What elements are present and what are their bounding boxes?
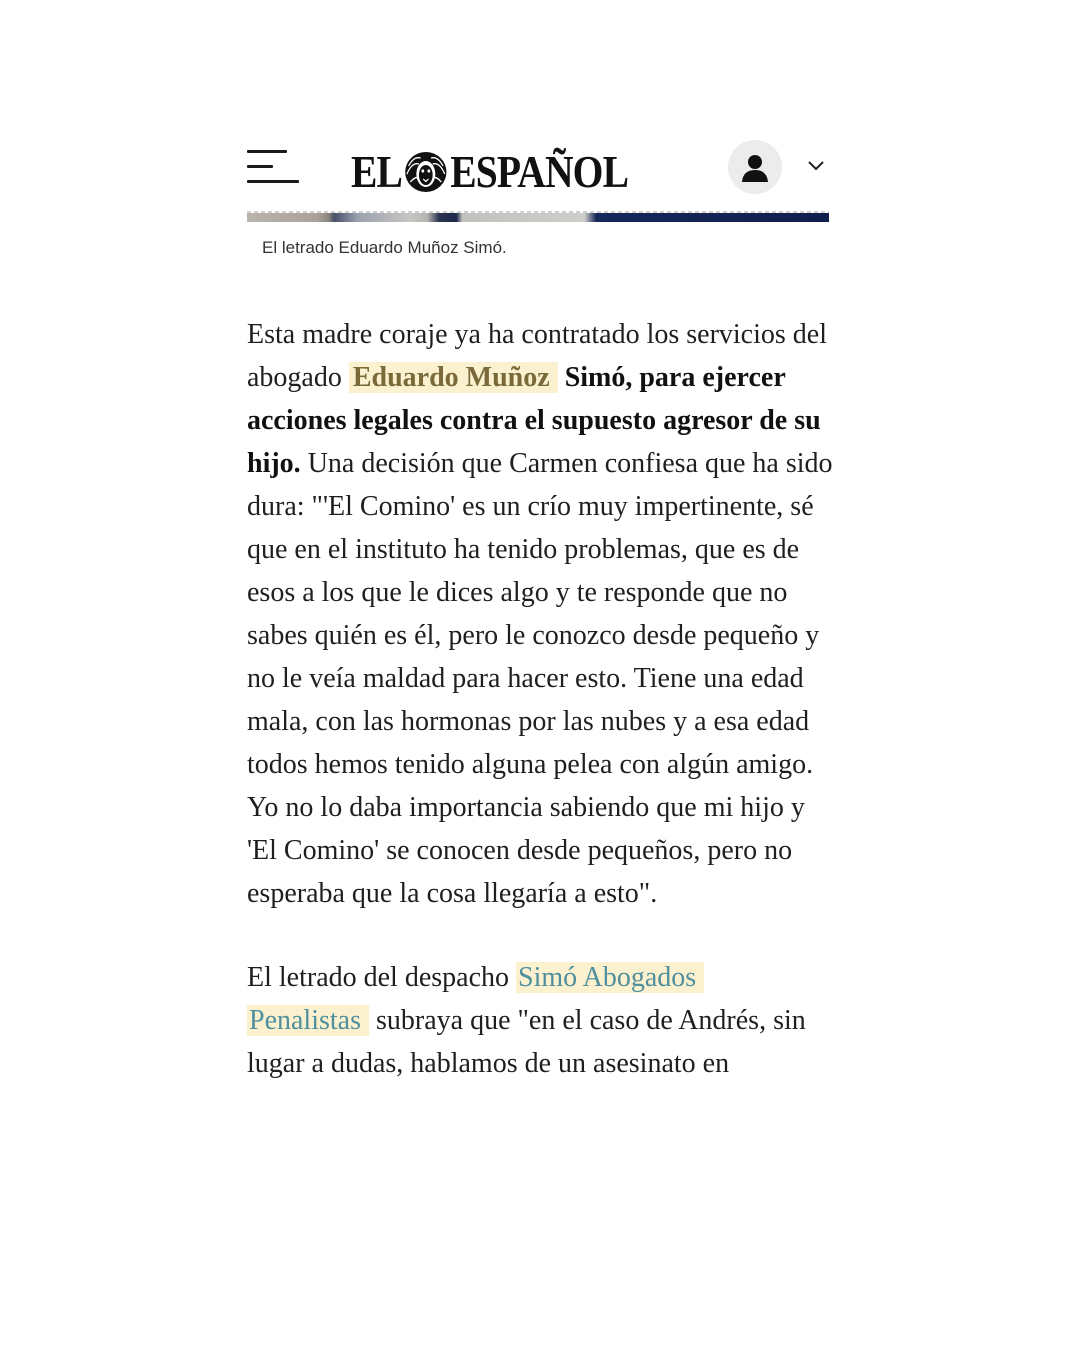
user-account-button[interactable] bbox=[728, 140, 782, 194]
site-logo[interactable] bbox=[351, 144, 628, 198]
chevron-down-icon[interactable] bbox=[807, 158, 825, 172]
bold-statement: Simó, para ejercer acciones legales contra el supuesto agresor de su hijo. bbox=[247, 362, 821, 479]
article-paragraph bbox=[247, 313, 837, 915]
paragraph-body-text: Una decisión que Carmen confiesa que ha sido dura: "'El Comino' es un crío muy impertinente, sé que en el instituto ha tenido problemas, que es de esos a los que le dices algo y te responde que no sabes quién es él, pero le conozco desde pequeño y no le veía maldad para hacer esto. Tiene una edad mala, con las hormonas por las nubes y a esa edad todos hemos tenido alguna pelea con algún amigo. Yo no lo daba importancia sabiendo que mi hijo y 'El Comino' se conocen desde pequeños, pero no esperaba que la cosa llegaría a esto". bbox=[247, 448, 833, 909]
site-header bbox=[247, 140, 829, 206]
logo-text-right: ESPAÑOL bbox=[450, 145, 629, 197]
paragraph-lead-text: El letrado del despacho bbox=[247, 962, 510, 993]
hamburger-menu-icon[interactable] bbox=[247, 150, 301, 188]
photo-caption: El letrado Eduardo Muñoz Simó. bbox=[262, 238, 507, 257]
paragraph-body-text: subraya que "en el caso de Andrés, sin lugar a dudas, hablamos de un asesinato en bbox=[247, 1005, 806, 1079]
article-photo bbox=[247, 211, 829, 222]
law-firm-link[interactable]: Simó Abogados bbox=[516, 962, 704, 993]
paragraph-lead-text: Esta madre coraje ya ha contratado los servicios del abogado bbox=[247, 319, 827, 393]
lion-logo-icon bbox=[404, 148, 449, 194]
user-avatar-icon bbox=[739, 151, 771, 183]
article-body bbox=[247, 313, 837, 1085]
logo-text-left: EL bbox=[351, 145, 403, 197]
highlighted-lawyer-name: Eduardo Muñoz bbox=[349, 362, 558, 393]
law-firm-link[interactable]: Penalistas bbox=[247, 1005, 369, 1036]
article-paragraph bbox=[247, 956, 837, 1085]
